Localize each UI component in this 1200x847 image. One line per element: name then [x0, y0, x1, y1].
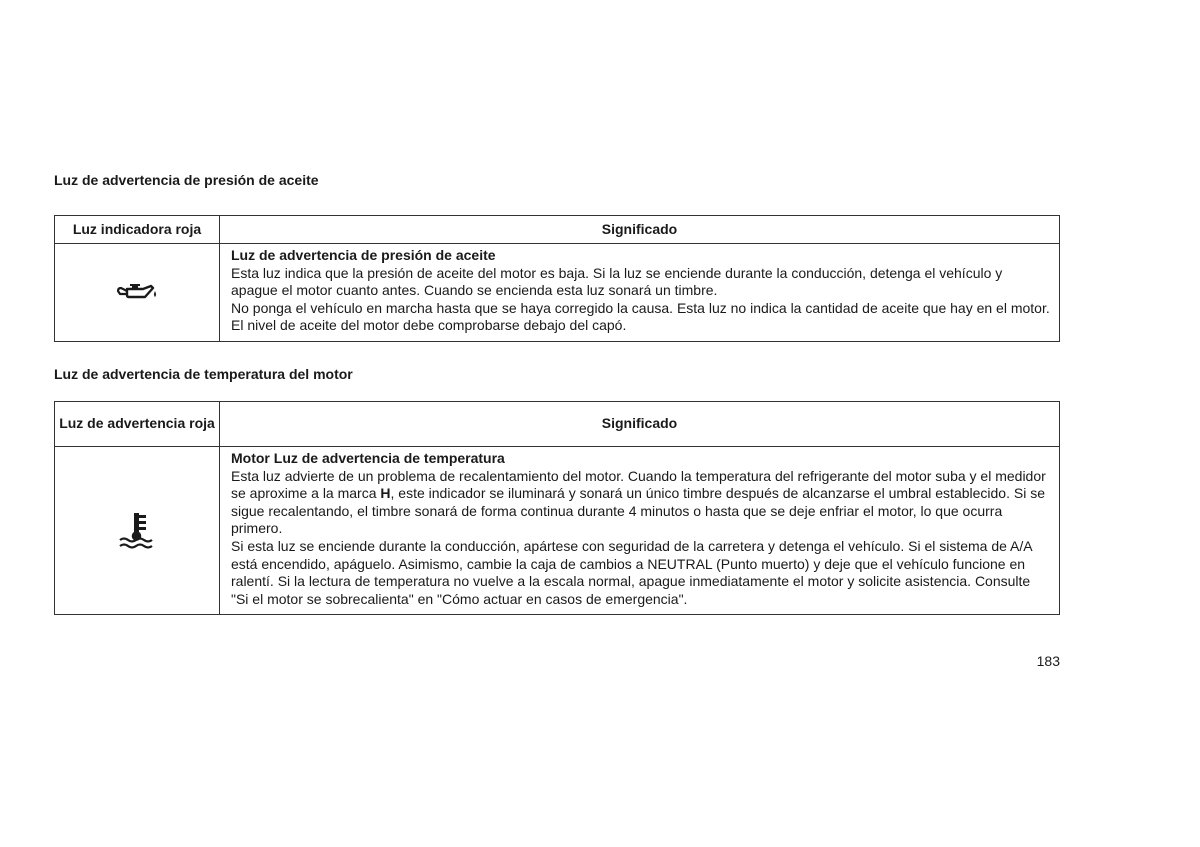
indicator-icon-cell	[55, 447, 220, 615]
description-paragraph: No ponga el vehículo en marcha hasta que se haya corregido la causa. Esta luz no indica la cantidad de aceite que hay en el motor. El nivel de aceite del motor debe comprobarse debajo del capó.	[231, 299, 1050, 334]
oil-can-icon	[114, 283, 160, 299]
description-paragraph: Esta luz indica que la presión de aceite del motor es baja. Si la luz se enciende durante la conducción, detenga el vehículo y apague el motor cuanto antes. Cuando se encienda esta luz sonará un timbre.	[231, 264, 1003, 299]
column-header-light: Luz indicadora roja	[55, 216, 220, 244]
column-header-meaning: Significado	[220, 402, 1060, 447]
oil-pressure-table	[54, 215, 1060, 342]
hot-mark-label: H	[380, 485, 391, 502]
indicator-icon-cell	[55, 244, 220, 342]
engine-temperature-table	[54, 401, 1060, 615]
description-paragraph: Si esta luz se enciende durante la conducción, apártese con seguridad de la carretera y detenga el vehículo. Si el sistema de A/A está encendido, apáguelo. Asimismo, cambie la caja de cambios a NEUTRAL (Punto muerto) y deje que el vehículo funcione en ralentí. Si la lectura de temperatura no vuelve a la escala normal, apague inmediatamente el motor y solicite asistencia. Consulte "Si el motor se sobrecalienta" en "Cómo actuar en casos de emergencia".	[231, 537, 1032, 607]
engine-temperature-heading: Luz de advertencia de temperatura del motor	[54, 366, 353, 382]
description-paragraph	[231, 468, 1051, 538]
description-text: Esta luz advierte de un problema de recalentamiento del motor. Cuando la temperatura del refrigerante del motor suba y el medidor se aproxime a la marca	[231, 467, 1046, 502]
description-title: Luz de advertencia de presión de aceite	[231, 247, 496, 263]
column-header-meaning: Significado	[220, 216, 1060, 244]
description-cell	[220, 447, 1060, 615]
description-text: , este indicador se iluminará y sonará un único timbre después de alcanzarse el umbral establecido. Si se sigue recalentando, el timbre sonará de forma continua durante 4 minutos o hasta que se deje enfriar el motor, lo que ocurra primero.	[231, 485, 1045, 537]
description-cell	[220, 244, 1060, 342]
table-row	[55, 447, 1060, 615]
page-number: 183	[1036, 653, 1060, 669]
description-title: Motor Luz de advertencia de temperatura	[231, 450, 505, 466]
coolant-temperature-icon	[114, 521, 160, 537]
table-header-row	[55, 402, 1060, 447]
oil-pressure-heading: Luz de advertencia de presión de aceite	[54, 172, 319, 188]
column-header-light: Luz de advertencia roja	[55, 402, 220, 447]
table-row	[55, 244, 1060, 342]
table-header-row	[55, 216, 1060, 244]
